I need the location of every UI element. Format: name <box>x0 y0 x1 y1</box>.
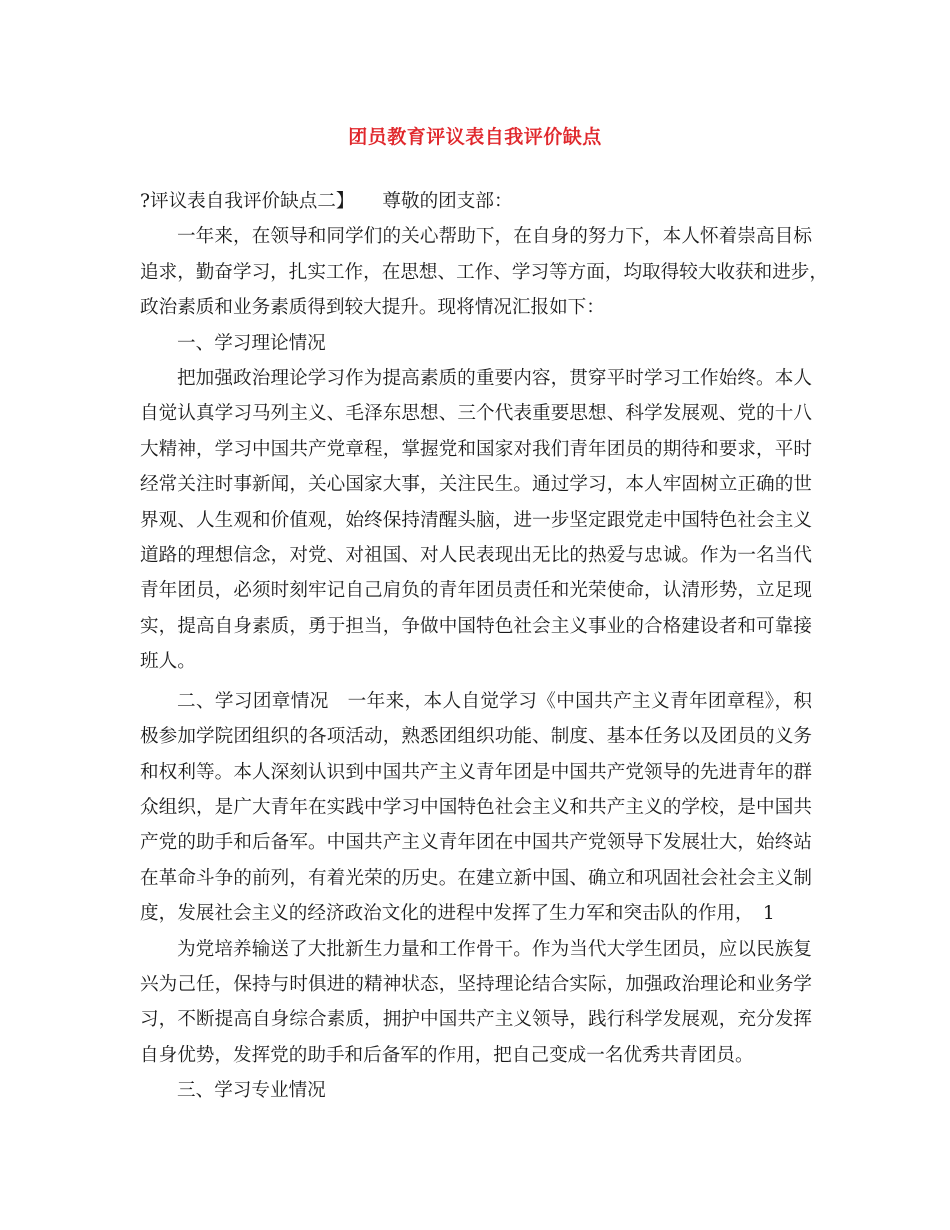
document-body <box>140 184 828 1109</box>
greeting-line: ?评议表自我评价缺点二】 尊敬的团支部： <box>140 191 513 212</box>
body-line: 习，不断提高自身综合素质，拥护中国共产主义领导，践行科学发展观，充分发挥 <box>140 1009 812 1031</box>
section-heading: 一、学习理论情况 <box>177 332 326 354</box>
body-line: 极参加学院团组织的各项活动，熟悉团组织功能、制度、基本任务以及团员的义务 <box>140 726 812 748</box>
section-heading: 二、学习团章情况 一年来，本人自觉学习《中国共产主义青年团章程》，积 <box>177 690 812 712</box>
body-line: 追求，勤奋学习，扎实工作，在思想、工作、学习等方面，均取得较大收获和进步， <box>140 261 828 283</box>
body-line: 和权利等。本人深刻认识到中国共产主义青年团是中国共产党领导的先进青年的群 <box>140 761 812 783</box>
body-line: 兴为己任，保持与时俱进的精神状态，坚持理论结合实际，加强政治理论和业务学 <box>140 973 812 995</box>
body-line: 大精神，学习中国共产党章程，掌握党和国家对我们青年团员的期待和要求，平时 <box>140 438 812 460</box>
body-line: 青年团员，必须时刻牢记自己肩负的青年团员责任和光荣使命，认清形势，立足现 <box>140 580 812 602</box>
body-line: 界观、人生观和价值观，始终保持清醒头脑，进一步坚定跟党走中国特色社会主义 <box>140 509 812 531</box>
body-line: 一年来，在领导和同学们的关心帮助下，在自身的努力下，本人怀着崇高目标 <box>177 226 812 248</box>
body-line: 自身优势，发挥党的助手和后备军的作用，把自己变成一名优秀共青团员。 <box>140 1044 754 1066</box>
body-line: 产党的助手和后备军。中国共产主义青年团在中国共产党领导下发展壮大，始终站 <box>140 832 812 854</box>
body-line: 在革命斗争的前列，有着光荣的历史。在建立新中国、确立和巩固社会社会主义制 <box>140 867 812 889</box>
body-line: 把加强政治理论学习作为提高素质的重要内容，贯穿平时学习工作始终。本人 <box>177 368 812 390</box>
body-line: 为党培养输送了大批新生力量和工作骨干。作为当代大学生团员，应以民族复 <box>177 938 812 960</box>
document-title: 团员教育评议表自我评价缺点 <box>348 126 602 148</box>
body-line: 自觉认真学习马列主义、毛泽东思想、三个代表重要思想、科学发展观、党的十八 <box>140 403 812 425</box>
body-line: 政治素质和业务素质得到较大提升。现将情况汇报如下： <box>140 297 605 319</box>
section-heading: 三、学习专业情况 <box>177 1080 326 1102</box>
body-line: 班人。 <box>140 651 196 673</box>
body-line: 实，提高自身素质，勇于担当，争做中国特色社会主义事业的合格建设者和可靠接 <box>140 615 812 637</box>
body-line: 度，发展社会主义的经济政治文化的进程中发挥了生力军和突击队的作用， 1 <box>140 903 775 925</box>
body-line: 众组织，是广大青年在实践中学习中国特色社会主义和共产主义的学校，是中国共 <box>140 796 812 818</box>
body-line: 道路的理想信念，对党、对祖国、对人民表现出无比的热爱与忠诚。作为一名当代 <box>140 545 812 567</box>
body-line: 经常关注时事新闻，关心国家大事，关注民生。通过学习，本人牢固树立正确的世 <box>140 474 812 496</box>
